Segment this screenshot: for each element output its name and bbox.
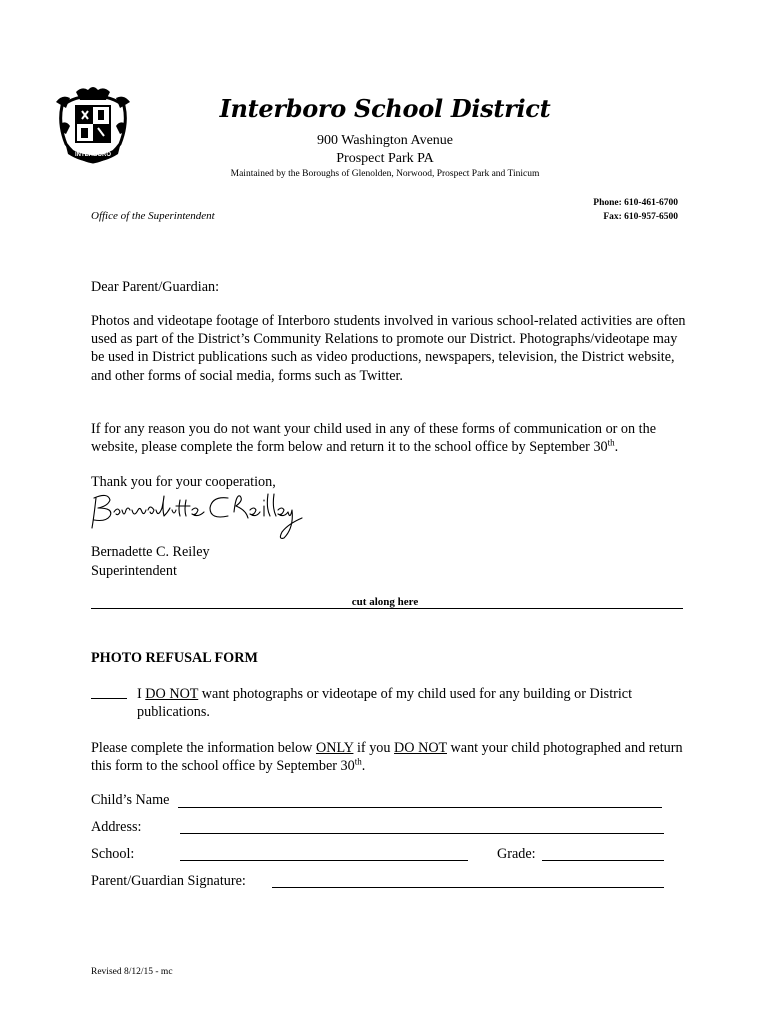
seal-text: INTERBORO — [75, 152, 111, 158]
refusal-post: want photographs or videotape of my child used for any building or District publications. — [137, 686, 633, 721]
signer-name: Bernadette C. Reiley — [91, 544, 210, 560]
refusal-statement — [137, 685, 697, 721]
childs-name-label: Child’s Name — [91, 792, 170, 808]
form-instructions — [91, 739, 691, 775]
instructions-c: want your child photographed and return this form to the school office by September 30 — [91, 740, 683, 775]
instructions-only: ONLY — [315, 740, 354, 756]
address-line-2: Prospect Park PA — [336, 151, 434, 166]
refusal-pre: I — [137, 686, 146, 702]
district-name: Interboro School District — [219, 94, 551, 123]
address-field[interactable] — [180, 833, 664, 834]
office-of-superintendent: Office of the Superintendent — [91, 210, 215, 222]
school-field[interactable] — [180, 860, 468, 861]
instructions-sup: th — [354, 756, 362, 767]
refusal-do-not: DO NOT — [145, 686, 199, 702]
instructions-do-not: DO NOT — [394, 740, 447, 756]
letter-paragraph-1: Photos and videotape footage of Interboro students involved in various school-related activities are often used as part of the District’s Community Relations to promote our District. Photographs/videotape may be used in District publications such as video productions, newspapers, television, the District website, and other forms of social media, forms such as Twitter. — [91, 313, 686, 384]
cut-label — [0, 596, 770, 608]
parent-signature-label: Parent/Guardian Signature: — [91, 873, 246, 889]
paragraph-2-end: . — [614, 439, 619, 456]
address-line-1: 900 Washington Avenue — [316, 133, 453, 148]
refusal-check-blank[interactable] — [91, 698, 127, 699]
paragraph-2-text: If for any reason you do not want your child used in any of these forms of communication or on the website, please complete the form below and return it to the school office by September 30 — [91, 421, 656, 456]
signer-title: Superintendent — [91, 563, 177, 579]
address-label: Address: — [91, 819, 142, 835]
superintendent-signature — [88, 488, 308, 544]
phone-number: Phone: 610-461-6700 — [593, 198, 678, 208]
letter-paragraph-2 — [91, 420, 691, 456]
grade-field[interactable] — [542, 860, 664, 861]
parent-signature-field[interactable] — [272, 887, 664, 888]
grade-label: Grade: — [497, 846, 536, 862]
fax-number: Fax: 610-957-6500 — [603, 212, 678, 222]
school-label: School: — [91, 846, 135, 862]
childs-name-field[interactable] — [178, 807, 662, 808]
instructions-b: if you — [353, 740, 395, 756]
form-title: PHOTO REFUSAL FORM — [91, 650, 258, 666]
paragraph-2-sup: th — [607, 437, 615, 448]
maintained-by: Maintained by the Boroughs of Glenolden, Norwood, Prospect Park and Tinicum — [230, 169, 540, 179]
instructions-end: . — [361, 758, 366, 775]
revision-footer: Revised 8/12/15 - mc — [91, 967, 173, 977]
cut-line — [91, 608, 683, 609]
cut-label-text: cut along here — [351, 596, 419, 608]
letter-thanks: Thank you for your cooperation, — [91, 474, 276, 490]
letter-greeting: Dear Parent/Guardian: — [91, 279, 220, 295]
instructions-a: Please complete the information below — [91, 740, 316, 756]
